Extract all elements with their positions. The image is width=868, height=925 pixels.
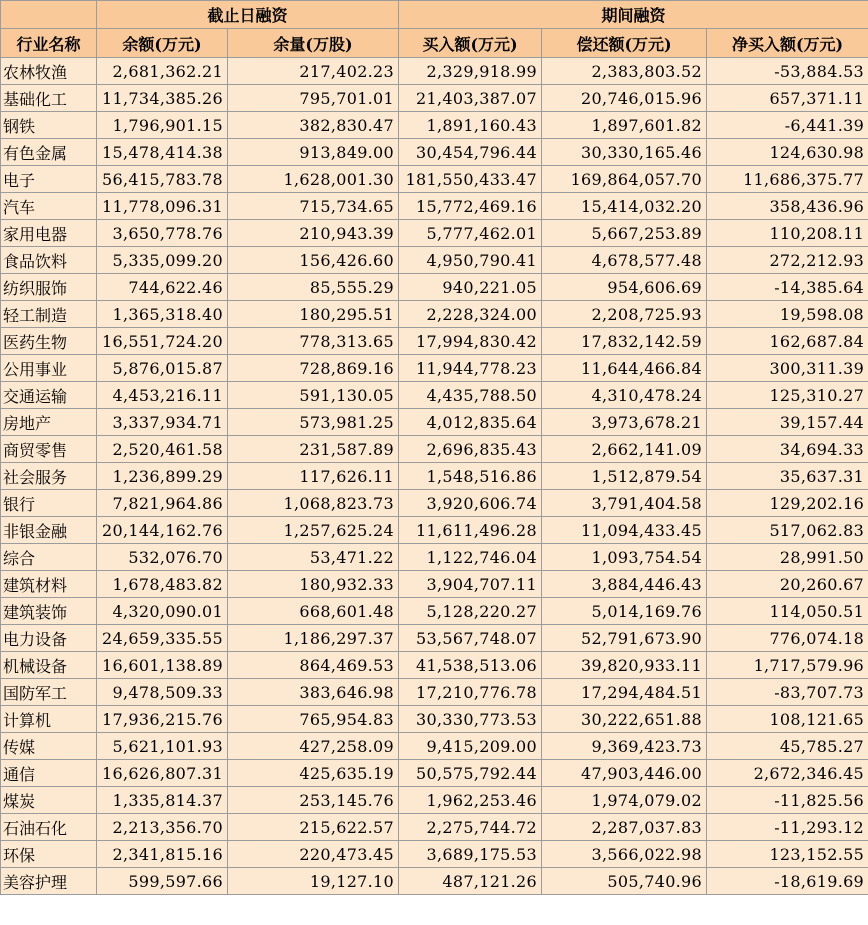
cell-net-buy: -11,825.56 [707, 787, 868, 814]
cell-buy: 3,689,175.53 [399, 841, 542, 868]
cell-balance: 4,453,216.11 [97, 382, 228, 409]
cell-balance: 11,778,096.31 [97, 193, 228, 220]
cell-balance: 2,520,461.58 [97, 436, 228, 463]
cell-net-buy: 124,630.98 [707, 139, 868, 166]
column-header-volume: 余量(万股) [228, 29, 399, 58]
cell-net-buy: -53,884.53 [707, 58, 868, 85]
cell-net-buy: 2,672,346.45 [707, 760, 868, 787]
cell-repay: 2,287,037.83 [542, 814, 707, 841]
cell-net-buy: 108,121.65 [707, 706, 868, 733]
table-row [1, 598, 868, 625]
cell-volume: 19,127.10 [228, 868, 399, 895]
cell-industry: 房地产 [1, 409, 97, 436]
cell-net-buy: -6,441.39 [707, 112, 868, 139]
cell-balance: 1,236,899.29 [97, 463, 228, 490]
cell-volume: 210,943.39 [228, 220, 399, 247]
cell-industry: 综合 [1, 544, 97, 571]
cell-repay: 4,678,577.48 [542, 247, 707, 274]
cell-volume: 117,626.11 [228, 463, 399, 490]
cell-volume: 180,932.33 [228, 571, 399, 598]
cell-buy: 4,435,788.50 [399, 382, 542, 409]
table-row [1, 760, 868, 787]
cell-industry: 基础化工 [1, 85, 97, 112]
cell-net-buy: 300,311.39 [707, 355, 868, 382]
cell-repay: 5,014,169.76 [542, 598, 707, 625]
cell-industry: 机械设备 [1, 652, 97, 679]
cell-buy: 2,228,324.00 [399, 301, 542, 328]
cell-volume: 85,555.29 [228, 274, 399, 301]
cell-volume: 53,471.22 [228, 544, 399, 571]
table-row [1, 436, 868, 463]
table-row [1, 166, 868, 193]
cell-net-buy: 20,260.67 [707, 571, 868, 598]
cell-industry: 石油石化 [1, 814, 97, 841]
cell-industry: 电子 [1, 166, 97, 193]
cell-industry: 商贸零售 [1, 436, 97, 463]
cell-balance: 1,335,814.37 [97, 787, 228, 814]
cell-balance: 20,144,162.76 [97, 517, 228, 544]
cell-buy: 1,122,746.04 [399, 544, 542, 571]
cell-balance: 1,796,901.15 [97, 112, 228, 139]
cell-repay: 1,897,601.82 [542, 112, 707, 139]
cell-industry: 建筑装饰 [1, 598, 97, 625]
column-header-repay: 偿还额(万元) [542, 29, 707, 58]
cell-industry: 纺织服饰 [1, 274, 97, 301]
cell-volume: 591,130.05 [228, 382, 399, 409]
cell-industry: 煤炭 [1, 787, 97, 814]
cell-balance: 7,821,964.86 [97, 490, 228, 517]
cell-industry: 国防军工 [1, 679, 97, 706]
cell-balance: 17,936,215.76 [97, 706, 228, 733]
table-row [1, 787, 868, 814]
cell-net-buy: 129,202.16 [707, 490, 868, 517]
cell-net-buy: 45,785.27 [707, 733, 868, 760]
cell-volume: 728,869.16 [228, 355, 399, 382]
cell-industry: 汽车 [1, 193, 97, 220]
cell-repay: 30,330,165.46 [542, 139, 707, 166]
cell-balance: 1,365,318.40 [97, 301, 228, 328]
cell-balance: 11,734,385.26 [97, 85, 228, 112]
cell-repay: 9,369,423.73 [542, 733, 707, 760]
cell-net-buy: 517,062.83 [707, 517, 868, 544]
cell-buy: 53,567,748.07 [399, 625, 542, 652]
table-row [1, 220, 868, 247]
cell-buy: 487,121.26 [399, 868, 542, 895]
cell-industry: 建筑材料 [1, 571, 97, 598]
cell-volume: 217,402.23 [228, 58, 399, 85]
cell-volume: 156,426.60 [228, 247, 399, 274]
cell-repay: 39,820,933.11 [542, 652, 707, 679]
cell-net-buy: 19,598.08 [707, 301, 868, 328]
cell-repay: 505,740.96 [542, 868, 707, 895]
cell-net-buy: 272,212.93 [707, 247, 868, 274]
cell-volume: 795,701.01 [228, 85, 399, 112]
cell-net-buy: -18,619.69 [707, 868, 868, 895]
cell-balance: 9,478,509.33 [97, 679, 228, 706]
table-row [1, 571, 868, 598]
cell-buy: 2,275,744.72 [399, 814, 542, 841]
cell-volume: 573,981.25 [228, 409, 399, 436]
cell-repay: 52,791,673.90 [542, 625, 707, 652]
cell-balance: 5,621,101.93 [97, 733, 228, 760]
cell-repay: 17,832,142.59 [542, 328, 707, 355]
cell-buy: 50,575,792.44 [399, 760, 542, 787]
table-row [1, 382, 868, 409]
cell-buy: 181,550,433.47 [399, 166, 542, 193]
cell-industry: 医药生物 [1, 328, 97, 355]
cell-repay: 15,414,032.20 [542, 193, 707, 220]
table-header [1, 1, 868, 58]
cell-net-buy: 28,991.50 [707, 544, 868, 571]
cell-net-buy: -14,385.64 [707, 274, 868, 301]
cell-repay: 1,512,879.54 [542, 463, 707, 490]
cell-industry: 农林牧渔 [1, 58, 97, 85]
cell-net-buy: 114,050.51 [707, 598, 868, 625]
table-row [1, 139, 868, 166]
cell-net-buy: 776,074.18 [707, 625, 868, 652]
cell-net-buy: 11,686,375.77 [707, 166, 868, 193]
table-row [1, 409, 868, 436]
cell-industry: 家用电器 [1, 220, 97, 247]
cell-repay: 5,667,253.89 [542, 220, 707, 247]
cell-repay: 17,294,484.51 [542, 679, 707, 706]
cell-balance: 16,551,724.20 [97, 328, 228, 355]
cell-volume: 231,587.89 [228, 436, 399, 463]
header-columns-row [1, 29, 868, 58]
cell-balance: 3,650,778.76 [97, 220, 228, 247]
cell-net-buy: -11,293.12 [707, 814, 868, 841]
cell-volume: 180,295.51 [228, 301, 399, 328]
cell-repay: 954,606.69 [542, 274, 707, 301]
cell-buy: 11,611,496.28 [399, 517, 542, 544]
cell-net-buy: 35,637.31 [707, 463, 868, 490]
cell-balance: 56,415,783.78 [97, 166, 228, 193]
cell-net-buy: 1,717,579.96 [707, 652, 868, 679]
cell-balance: 2,341,815.16 [97, 841, 228, 868]
cell-balance: 2,213,356.70 [97, 814, 228, 841]
cell-net-buy: -83,707.73 [707, 679, 868, 706]
header-blank-cell [1, 1, 97, 29]
cell-net-buy: 123,152.55 [707, 841, 868, 868]
cell-industry: 食品饮料 [1, 247, 97, 274]
table-row [1, 355, 868, 382]
table-row [1, 868, 868, 895]
cell-balance: 5,876,015.87 [97, 355, 228, 382]
cell-volume: 383,646.98 [228, 679, 399, 706]
column-header-balance: 余额(万元) [97, 29, 228, 58]
cell-volume: 864,469.53 [228, 652, 399, 679]
cell-buy: 30,330,773.53 [399, 706, 542, 733]
table-row [1, 274, 868, 301]
header-group-row [1, 1, 868, 29]
cell-repay: 169,864,057.70 [542, 166, 707, 193]
table-row [1, 733, 868, 760]
cell-industry: 传媒 [1, 733, 97, 760]
cell-net-buy: 110,208.11 [707, 220, 868, 247]
cell-buy: 5,777,462.01 [399, 220, 542, 247]
table-row [1, 247, 868, 274]
cell-balance: 4,320,090.01 [97, 598, 228, 625]
cell-repay: 11,094,433.45 [542, 517, 707, 544]
cell-industry: 计算机 [1, 706, 97, 733]
table-body [1, 58, 868, 895]
cell-repay: 2,383,803.52 [542, 58, 707, 85]
cell-volume: 1,257,625.24 [228, 517, 399, 544]
cell-repay: 2,662,141.09 [542, 436, 707, 463]
table-row [1, 706, 868, 733]
cell-buy: 4,012,835.64 [399, 409, 542, 436]
cell-buy: 3,904,707.11 [399, 571, 542, 598]
cell-balance: 5,335,099.20 [97, 247, 228, 274]
header-group-period: 期间融资 [399, 1, 868, 29]
table-row [1, 463, 868, 490]
cell-buy: 41,538,513.06 [399, 652, 542, 679]
cell-industry: 交通运输 [1, 382, 97, 409]
cell-balance: 744,622.46 [97, 274, 228, 301]
cell-volume: 215,622.57 [228, 814, 399, 841]
cell-net-buy: 358,436.96 [707, 193, 868, 220]
table-row [1, 490, 868, 517]
cell-repay: 11,644,466.84 [542, 355, 707, 382]
cell-balance: 15,478,414.38 [97, 139, 228, 166]
column-header-buy: 买入额(万元) [399, 29, 542, 58]
cell-volume: 382,830.47 [228, 112, 399, 139]
cell-balance: 16,601,138.89 [97, 652, 228, 679]
cell-volume: 253,145.76 [228, 787, 399, 814]
table-row [1, 625, 868, 652]
cell-industry: 非银金融 [1, 517, 97, 544]
cell-buy: 17,210,776.78 [399, 679, 542, 706]
cell-net-buy: 34,694.33 [707, 436, 868, 463]
cell-volume: 1,068,823.73 [228, 490, 399, 517]
cell-buy: 5,128,220.27 [399, 598, 542, 625]
cell-industry: 有色金属 [1, 139, 97, 166]
cell-industry: 银行 [1, 490, 97, 517]
cell-repay: 3,884,446.43 [542, 571, 707, 598]
table-row [1, 679, 868, 706]
cell-repay: 3,791,404.58 [542, 490, 707, 517]
cell-net-buy: 39,157.44 [707, 409, 868, 436]
cell-industry: 社会服务 [1, 463, 97, 490]
cell-volume: 668,601.48 [228, 598, 399, 625]
cell-net-buy: 162,687.84 [707, 328, 868, 355]
cell-buy: 1,548,516.86 [399, 463, 542, 490]
table-row [1, 112, 868, 139]
cell-repay: 4,310,478.24 [542, 382, 707, 409]
cell-volume: 425,635.19 [228, 760, 399, 787]
cell-industry: 轻工制造 [1, 301, 97, 328]
cell-volume: 913,849.00 [228, 139, 399, 166]
cell-industry: 环保 [1, 841, 97, 868]
cell-balance: 24,659,335.55 [97, 625, 228, 652]
cell-repay: 20,746,015.96 [542, 85, 707, 112]
table-row [1, 85, 868, 112]
cell-repay: 47,903,446.00 [542, 760, 707, 787]
cell-volume: 765,954.83 [228, 706, 399, 733]
cell-balance: 599,597.66 [97, 868, 228, 895]
cell-industry: 通信 [1, 760, 97, 787]
cell-industry: 钢铁 [1, 112, 97, 139]
cell-buy: 1,891,160.43 [399, 112, 542, 139]
table-row [1, 841, 868, 868]
cell-buy: 1,962,253.46 [399, 787, 542, 814]
cell-buy: 3,920,606.74 [399, 490, 542, 517]
cell-buy: 4,950,790.41 [399, 247, 542, 274]
cell-buy: 2,329,918.99 [399, 58, 542, 85]
cell-buy: 15,772,469.16 [399, 193, 542, 220]
cell-buy: 11,944,778.23 [399, 355, 542, 382]
cell-balance: 16,626,807.31 [97, 760, 228, 787]
table-row [1, 544, 868, 571]
header-group-end-of-day: 截止日融资 [97, 1, 399, 29]
cell-buy: 17,994,830.42 [399, 328, 542, 355]
cell-volume: 427,258.09 [228, 733, 399, 760]
table-row [1, 517, 868, 544]
cell-balance: 1,678,483.82 [97, 571, 228, 598]
cell-buy: 9,415,209.00 [399, 733, 542, 760]
cell-net-buy: 125,310.27 [707, 382, 868, 409]
cell-buy: 2,696,835.43 [399, 436, 542, 463]
table-row [1, 58, 868, 85]
table-row [1, 301, 868, 328]
table-row [1, 193, 868, 220]
cell-repay: 3,566,022.98 [542, 841, 707, 868]
cell-industry: 电力设备 [1, 625, 97, 652]
cell-buy: 21,403,387.07 [399, 85, 542, 112]
cell-repay: 1,093,754.54 [542, 544, 707, 571]
column-header-industry: 行业名称 [1, 29, 97, 58]
cell-industry: 公用事业 [1, 355, 97, 382]
cell-repay: 3,973,678.21 [542, 409, 707, 436]
cell-repay: 2,208,725.93 [542, 301, 707, 328]
cell-balance: 3,337,934.71 [97, 409, 228, 436]
cell-volume: 220,473.45 [228, 841, 399, 868]
column-header-net-buy: 净买入额(万元) [707, 29, 868, 58]
cell-volume: 778,313.65 [228, 328, 399, 355]
cell-volume: 715,734.65 [228, 193, 399, 220]
cell-balance: 532,076.70 [97, 544, 228, 571]
table-row [1, 814, 868, 841]
cell-volume: 1,186,297.37 [228, 625, 399, 652]
table-row [1, 652, 868, 679]
cell-volume: 1,628,001.30 [228, 166, 399, 193]
cell-industry: 美容护理 [1, 868, 97, 895]
cell-net-buy: 657,371.11 [707, 85, 868, 112]
cell-repay: 1,974,079.02 [542, 787, 707, 814]
table-row [1, 328, 868, 355]
cell-repay: 30,222,651.88 [542, 706, 707, 733]
cell-balance: 2,681,362.21 [97, 58, 228, 85]
cell-buy: 30,454,796.44 [399, 139, 542, 166]
cell-buy: 940,221.05 [399, 274, 542, 301]
